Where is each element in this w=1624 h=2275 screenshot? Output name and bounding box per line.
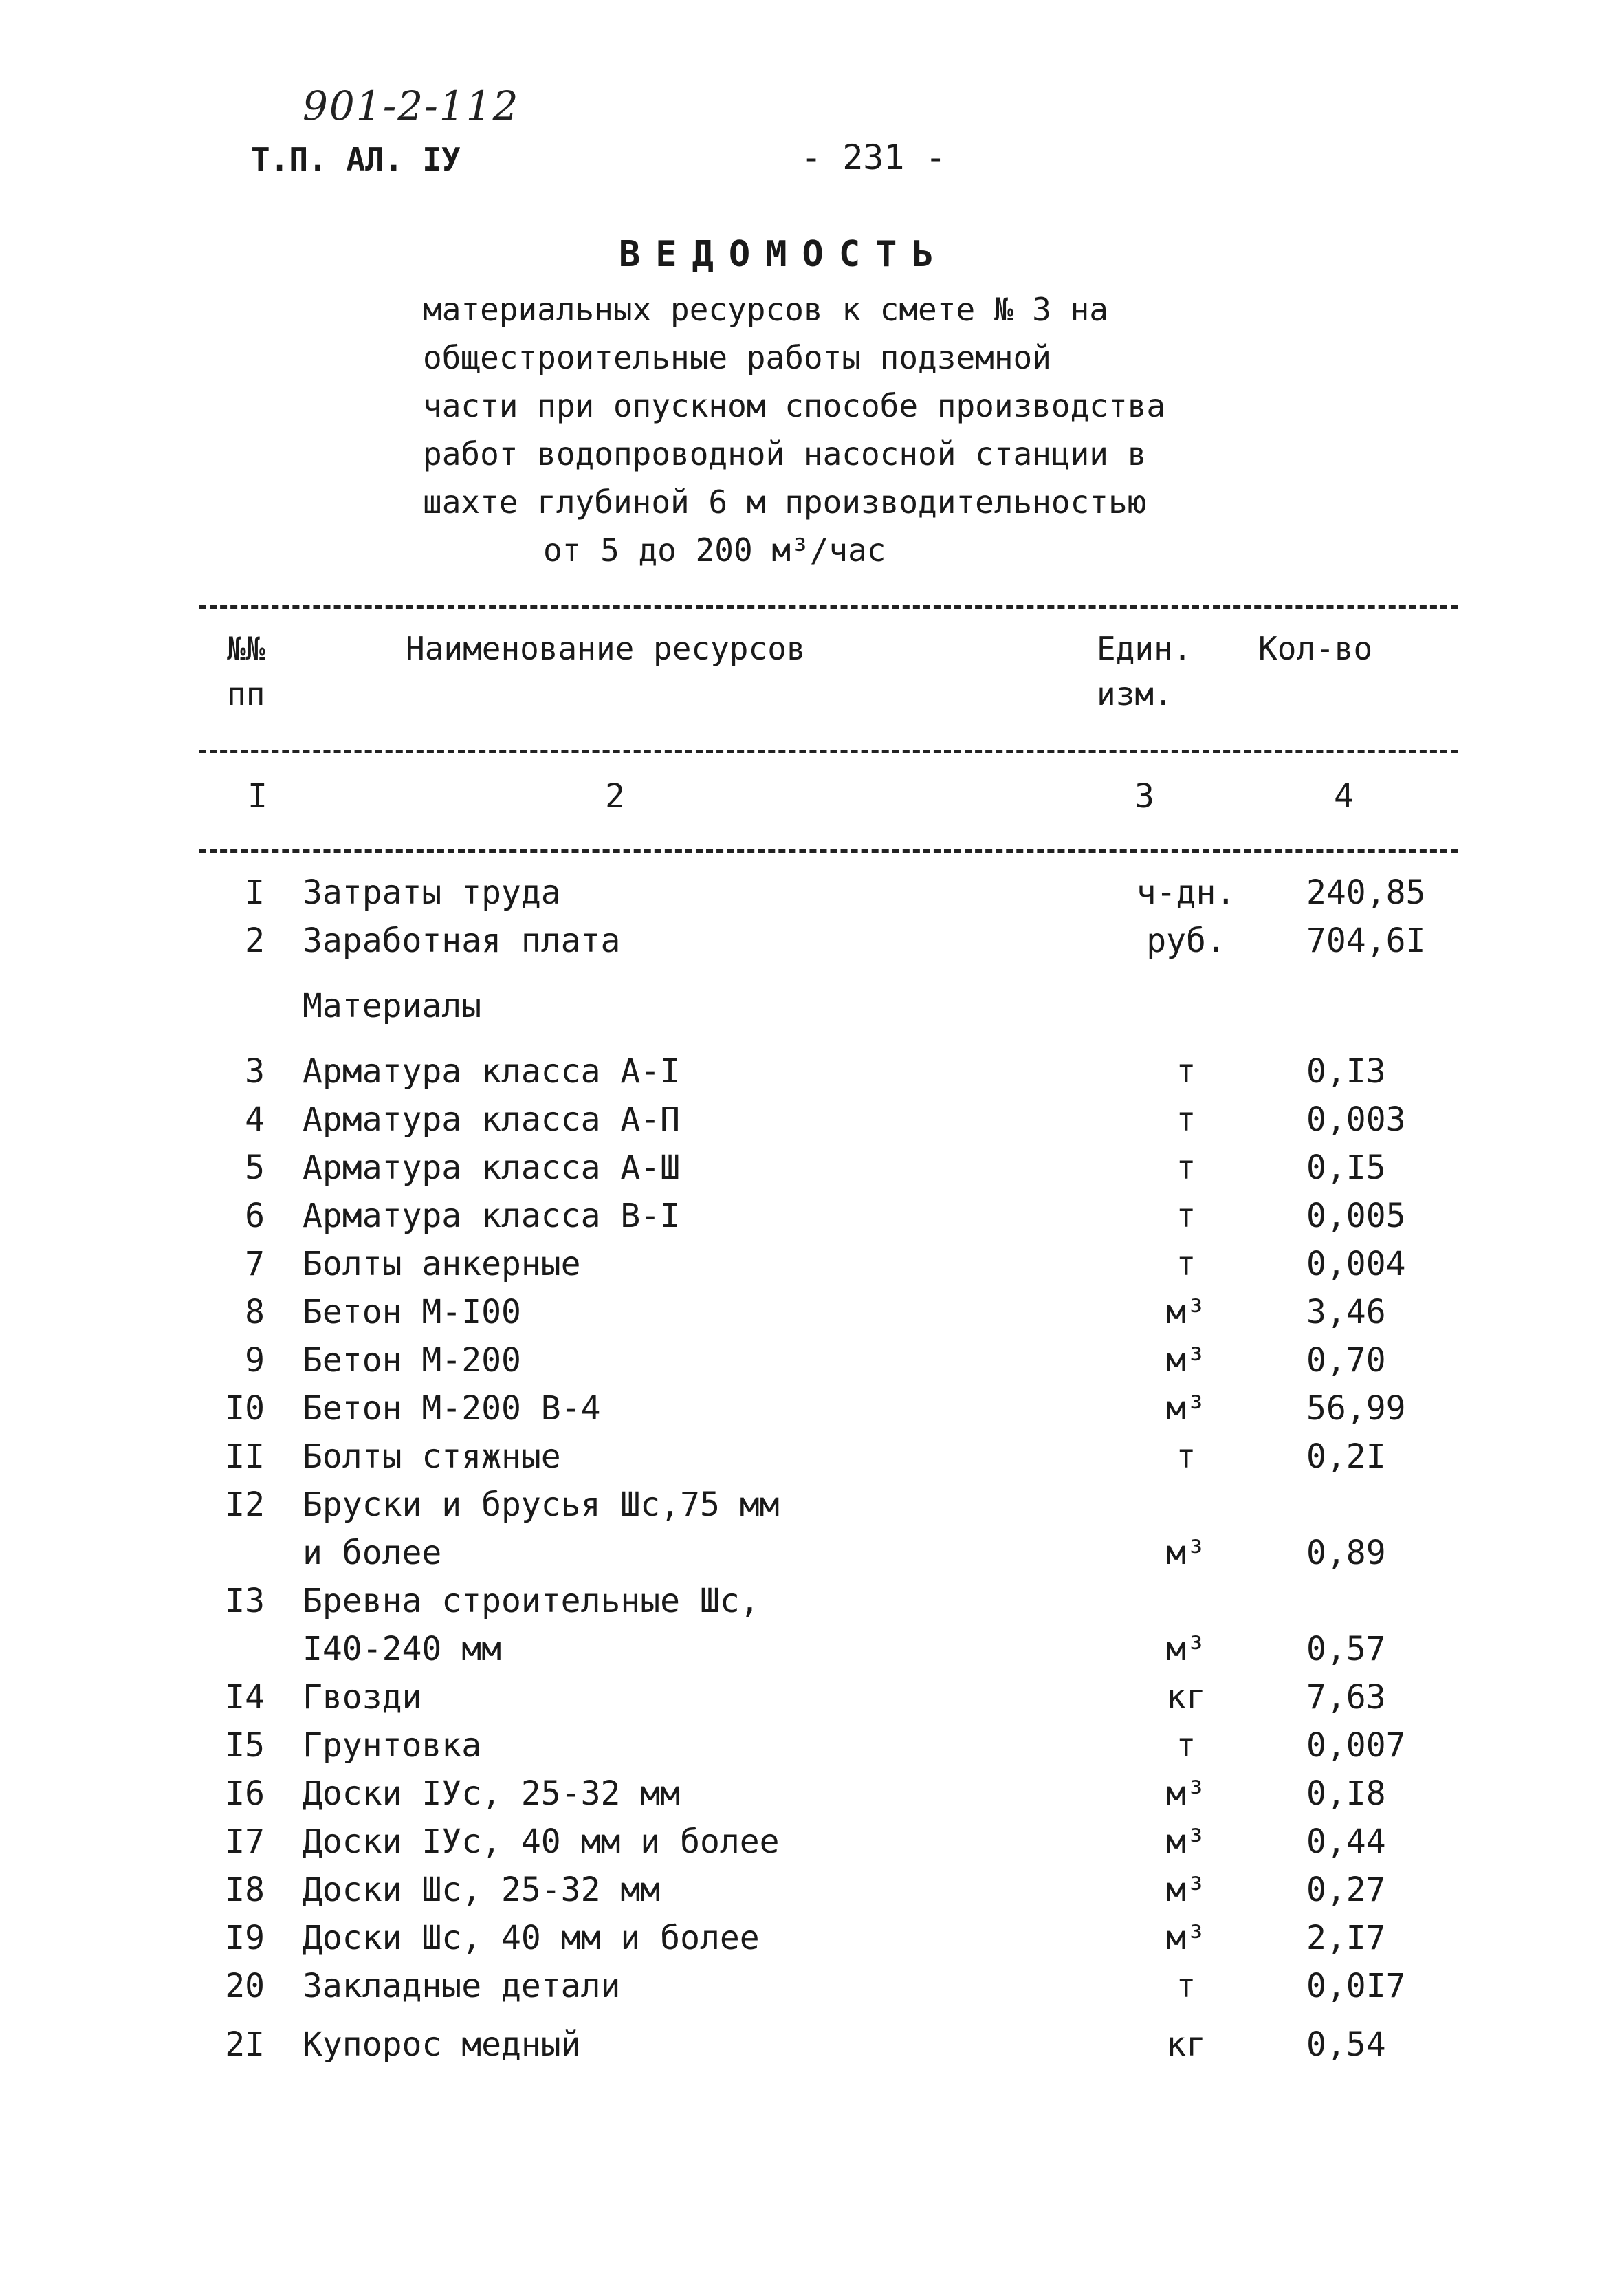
resource-name: Арматура класса А-I [303, 1052, 681, 1091]
resource-name: Доски IУс, 25-32 мм [303, 1774, 681, 1813]
table-row [199, 1197, 1458, 1245]
table-row [199, 1967, 1458, 2015]
row-number: II [225, 1437, 265, 1476]
unit: руб. [1146, 922, 1226, 960]
unit: м³ [1166, 1630, 1206, 1668]
unit: т [1176, 1245, 1196, 1283]
unit: м³ [1166, 1534, 1206, 1572]
unit: м³ [1166, 1774, 1206, 1813]
quantity: 3,46 [1306, 1293, 1386, 1331]
unit: т [1176, 1149, 1196, 1187]
row-number: 7 [245, 1245, 265, 1283]
quantity: 7,63 [1306, 1678, 1386, 1717]
table-row [199, 2025, 1458, 2073]
table-row [199, 1774, 1458, 1822]
column-number-1: I [248, 777, 267, 816]
quantity: 56,99 [1306, 1389, 1406, 1428]
subtitle-line: общестроительные работы подземной [423, 339, 1051, 376]
unit: т [1176, 1100, 1196, 1139]
table-row [199, 1437, 1458, 1485]
resource-name: Арматура класса В-I [303, 1197, 681, 1235]
table-row [199, 1245, 1458, 1293]
table-row [199, 1919, 1458, 1967]
quantity: 0,54 [1306, 2025, 1386, 2064]
quantity: 0,004 [1306, 1245, 1406, 1283]
header-name: Наименование ресурсов [406, 630, 806, 667]
unit: м³ [1166, 1341, 1206, 1380]
row-number: I3 [225, 1582, 265, 1620]
quantity: 0,I8 [1306, 1774, 1386, 1813]
resource-name: Арматура класса А-Ш [303, 1149, 681, 1187]
unit: м³ [1166, 1389, 1206, 1428]
row-number: I0 [225, 1389, 265, 1428]
quantity: 240,85 [1306, 873, 1426, 912]
document-title: ВЕДОМОСТЬ [619, 234, 949, 275]
table-row [199, 1678, 1458, 1726]
unit: т [1176, 1967, 1196, 2005]
unit: кг [1166, 2025, 1206, 2064]
column-number-3: 3 [1134, 777, 1154, 816]
table-row [199, 873, 1458, 922]
header-qty: Кол-во [1258, 630, 1373, 667]
table-row [199, 1149, 1458, 1197]
table-row [199, 1630, 1458, 1678]
row-number: 20 [225, 1967, 265, 2005]
quantity: 0,89 [1306, 1534, 1386, 1572]
column-number-4: 4 [1334, 777, 1354, 816]
unit: м³ [1166, 1822, 1206, 1861]
resource-name: Бетон М-200 [303, 1341, 521, 1380]
column-numbers-rule [199, 849, 1458, 853]
quantity: 0,57 [1306, 1630, 1386, 1668]
resource-name: Бетон М-200 В-4 [303, 1389, 601, 1428]
quantity: 0,007 [1306, 1726, 1406, 1765]
table-row [199, 1341, 1458, 1389]
handwritten-project-code: 901-2-112 [303, 83, 520, 129]
unit: кг [1166, 1678, 1206, 1717]
table-row [199, 1389, 1458, 1437]
resource-name: Грунтовка [303, 1726, 482, 1765]
unit: т [1176, 1197, 1196, 1235]
table-row [199, 1100, 1458, 1149]
quantity: 0,27 [1306, 1871, 1386, 1909]
header-bottom-rule [199, 750, 1458, 753]
document-reference: Т.П. АЛ. IУ [251, 141, 461, 178]
subtitle-line: материальных ресурсов к смете № 3 на [423, 291, 1108, 328]
row-number: I8 [225, 1871, 265, 1909]
quantity: 0,005 [1306, 1197, 1406, 1235]
row-number: I9 [225, 1919, 265, 1957]
subtitle-line: от 5 до 200 м³/час [543, 532, 886, 569]
quantity: 0,0I7 [1306, 1967, 1406, 2005]
resource-name: Бревна строительные Шс, [303, 1582, 760, 1620]
row-number: I4 [225, 1678, 265, 1717]
table-row [199, 1293, 1458, 1341]
table-top-rule [199, 605, 1458, 609]
row-number: 2 [245, 922, 265, 960]
unit: м³ [1166, 1293, 1206, 1331]
resource-name: Доски Шс, 40 мм и более [303, 1919, 760, 1957]
row-number: 3 [245, 1052, 265, 1091]
table-row [199, 1726, 1458, 1774]
quantity: 0,I3 [1306, 1052, 1386, 1091]
resource-name: Закладные детали [303, 1967, 621, 2005]
resource-name: и более [303, 1534, 442, 1572]
row-number: 8 [245, 1293, 265, 1331]
table-row [199, 1534, 1458, 1582]
header-unit: Един. изм. [1097, 630, 1192, 712]
unit: т [1176, 1437, 1196, 1476]
unit: м³ [1166, 1919, 1206, 1957]
row-number: I2 [225, 1485, 265, 1524]
resource-name: Бруски и брусья Шс,75 мм [303, 1485, 780, 1524]
resource-name: Гвозди [303, 1678, 422, 1717]
subtitle-line: работ водопроводной насосной станции в [423, 435, 1147, 472]
quantity: 2,I7 [1306, 1919, 1386, 1957]
quantity: 0,2I [1306, 1437, 1386, 1476]
table-row [199, 1582, 1458, 1630]
row-number: 6 [245, 1197, 265, 1235]
unit: т [1176, 1726, 1196, 1765]
row-number: 5 [245, 1149, 265, 1187]
subtitle-line: шахте глубиной 6 м производительностью [423, 483, 1147, 521]
row-number: 9 [245, 1341, 265, 1380]
resource-name: Купорос медный [303, 2025, 581, 2064]
resource-name: Болты анкерные [303, 1245, 581, 1283]
unit: т [1176, 1052, 1196, 1091]
quantity: 0,70 [1306, 1341, 1386, 1380]
table-row [199, 922, 1458, 970]
quantity: 0,44 [1306, 1822, 1386, 1861]
row-number: I7 [225, 1822, 265, 1861]
header-num: №№ пп [227, 630, 265, 712]
row-number: I [245, 873, 265, 912]
resource-name: I40-240 мм [303, 1630, 501, 1668]
quantity: 704,6I [1306, 922, 1426, 960]
document-subtitle [423, 285, 1454, 574]
column-number-2: 2 [605, 777, 625, 816]
resource-name: Бетон М-I00 [303, 1293, 521, 1331]
resource-name: Доски Шс, 25-32 мм [303, 1871, 661, 1909]
row-number: 4 [245, 1100, 265, 1139]
table-row [199, 1052, 1458, 1100]
table-row [199, 1871, 1458, 1919]
quantity: 0,I5 [1306, 1149, 1386, 1187]
table-row [199, 1485, 1458, 1534]
row-number: I6 [225, 1774, 265, 1813]
resource-name: Затраты труда [303, 873, 561, 912]
row-number: 2I [225, 2025, 265, 2064]
resource-name: Доски IУс, 40 мм и более [303, 1822, 780, 1861]
unit: ч-дн. [1136, 873, 1236, 912]
unit: м³ [1166, 1871, 1206, 1909]
resource-name: Заработная плата [303, 922, 621, 960]
quantity: 0,003 [1306, 1100, 1406, 1139]
table-row [199, 1822, 1458, 1871]
page-number: - 231 - [801, 138, 946, 177]
row-number: I5 [225, 1726, 265, 1765]
resource-name: Болты стяжные [303, 1437, 561, 1476]
subtitle-line: части при опускном способе производства [423, 387, 1166, 424]
resource-name: Арматура класса А-П [303, 1100, 681, 1139]
section-label-materials: Материалы [303, 987, 482, 1025]
